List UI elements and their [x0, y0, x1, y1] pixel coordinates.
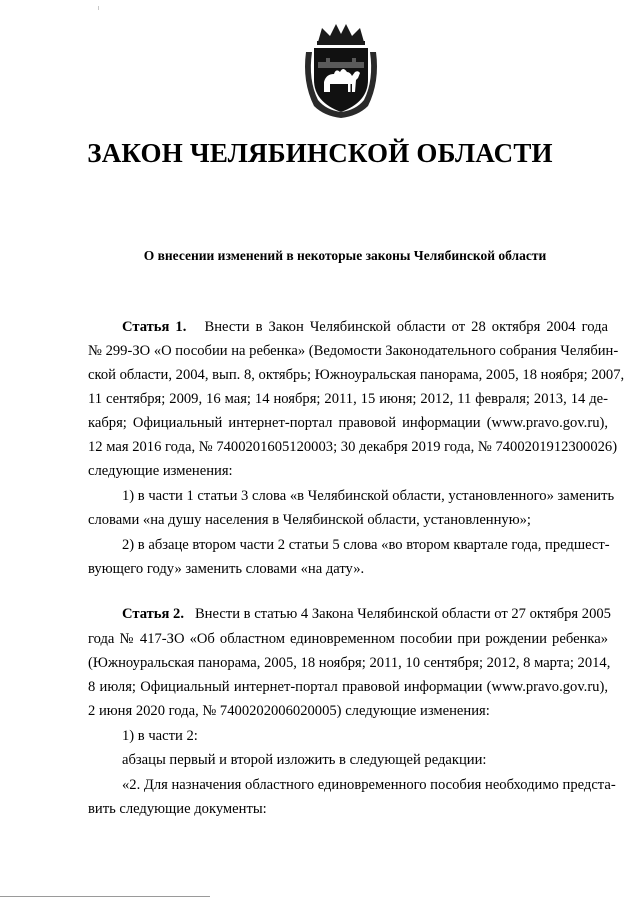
footer-rule [0, 896, 210, 897]
article-1-text-1: № 299-ЗО «О пособии на ребенка» (Ведомости Законодательного собрания Челябин- [88, 343, 619, 359]
chelyabinsk-coat-of-arms-icon [300, 22, 382, 118]
article-1-item-2-line-0: 2) в абзаце втором части 2 статьи 5 слова «во втором квартале года, предшест- [122, 537, 610, 553]
article-1-item-2-line-1: вующего году» заменить словами «на дату». [88, 561, 365, 577]
article-1-item-1-line-0: 1) в части 1 статьи 3 слова «в Челябинской области, установленного» заменить [122, 488, 615, 504]
article-2-text-2: (Южноуральская панорама, 2005, 18 ноября; 2011, 10 сентября; 2012, 8 марта; 2014, [88, 655, 611, 671]
article-2-text-4: 2 июня 2020 года, № 7400202006020005) следующие изменения: [88, 703, 490, 719]
law-title: ЗАКОН ЧЕЛЯБИНСКОЙ ОБЛАСТИ [87, 138, 553, 168]
article-2-text-1: года № 417-ЗО «Об областном единовременном пособии при рождении ребенка» [88, 631, 608, 647]
article-1-text-6: следующие изменения: [88, 463, 233, 479]
article-1-text-2: ской области, 2004, вып. 8, октябрь; Южноуральская панорама, 2005, 18 ноября; 2007, [88, 367, 625, 383]
article-2-quote-line-1: вить следующие документы: [88, 801, 267, 817]
law-subtitle: О внесении изменений в некоторые законы Челябинской области [143, 248, 547, 263]
article-2-quote-line-0: «2. Для назначения областного единовременного пособия необходимо предста- [122, 777, 616, 793]
article-2-text-3: 8 июля; Официальный интернет-портал правовой информации (www.pravo.gov.ru), [88, 679, 608, 695]
article-2-first-line [122, 602, 611, 626]
article-2-item-1-text: абзацы первый и второй изложить в следующей редакции: [122, 752, 487, 768]
article-1-item-1-line-1: словами «на душу населения в Челябинской области, установленную»; [88, 512, 531, 528]
article-1-text-0: Внести в Закон Челябинской области от 28 октября 2004 года [204, 319, 608, 335]
article-1-label: Статья 1. [122, 319, 187, 335]
article-1-text-5: 12 мая 2016 года, № 7400201605120003; 30 декабря 2019 года, № 7400201912300026) [88, 439, 618, 455]
article-2-item-1: 1) в части 2: [122, 728, 198, 744]
article-1-first-line [122, 315, 608, 339]
article-2-text-0: Внести в статью 4 Закона Челябинской области от 27 октября 2005 [194, 606, 611, 622]
scan-speck [98, 6, 99, 10]
article-1-text-3: 11 сентября; 2009, 16 мая; 14 ноября; 2011, 15 июня; 2012, 11 февраля; 2013, 14 де- [88, 391, 608, 407]
article-2-label: Статья 2. [122, 606, 184, 622]
article-1-text-4: кабря; Официальный интернет-портал правовой информации (www.pravo.gov.ru), [88, 415, 608, 431]
